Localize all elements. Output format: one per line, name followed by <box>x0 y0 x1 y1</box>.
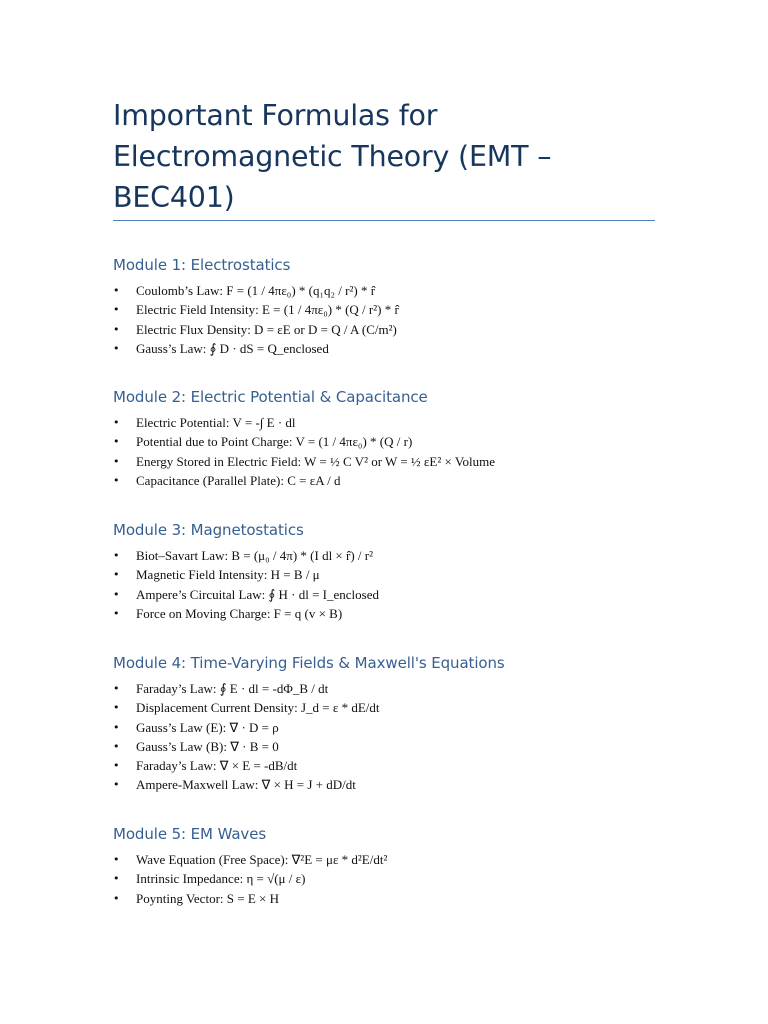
formula-text: Capacitance (Parallel Plate): C = εA / d <box>136 472 341 488</box>
bullet-icon: • <box>113 322 120 336</box>
formula-item <box>113 413 713 432</box>
formula-item <box>113 585 713 604</box>
formula-item <box>113 281 713 300</box>
formula-item <box>113 718 713 737</box>
module-4-formula-list <box>113 679 713 795</box>
module-2-heading: Module 2: Electric Potential & Capacitance <box>113 388 428 406</box>
formula-text: Potential due to Point Charge: V = (1 / 4πε₀) * (Q / r) <box>136 434 413 450</box>
bullet-icon: • <box>113 303 120 317</box>
formula-text: Energy Stored in Electric Field: W = ½ C V² or W = ½ εE² × Volume <box>136 453 496 469</box>
formula-text: Gauss’s Law (B): ∇ · B = 0 <box>136 738 279 754</box>
formula-item <box>113 300 713 319</box>
module-5-formula-list <box>113 850 713 908</box>
formula-text: Faraday’s Law: ∮ E · dl = -dΦ_B / dt <box>136 681 329 696</box>
formula-text: Electric Field Intensity: E = (1 / 4πε₀) * (Q / r²) * r̂ <box>136 302 399 318</box>
module-1-formula-list <box>113 281 713 358</box>
formula-text: Gauss’s Law (E): ∇ · D = ρ <box>136 719 279 735</box>
formula-text: Intrinsic Impedance: η = √(μ / ε) <box>136 871 306 887</box>
formula-item <box>113 775 713 794</box>
formula-text: Electric Potential: V = -∫ E · dl <box>136 415 296 430</box>
module-4-section <box>113 653 713 795</box>
formula-text: Electric Flux Density: D = εE or D = Q / A (C/m²) <box>136 321 397 337</box>
formula-item <box>113 565 713 584</box>
module-3-formula-list <box>113 546 713 623</box>
bullet-icon: • <box>113 341 120 355</box>
bullet-icon: • <box>113 473 120 487</box>
bullet-icon: • <box>113 587 120 601</box>
bullet-icon: • <box>113 853 120 866</box>
module-3-section <box>113 520 713 623</box>
bullet-icon: • <box>113 872 120 886</box>
formula-item <box>113 869 713 888</box>
formula-text: Displacement Current Density: J_d = ε * dE/dt <box>136 700 380 716</box>
module-4-heading: Module 4: Time-Varying Fields & Maxwell's Equations <box>113 654 505 672</box>
formula-item <box>113 679 713 698</box>
formula-item <box>113 452 713 471</box>
formula-text: Poynting Vector: S = E × H <box>136 890 279 906</box>
formula-item <box>113 889 713 908</box>
module-2-section <box>113 387 713 490</box>
formula-text: Biot–Savart Law: B = (μ₀ / 4π) * (I dl × r̂) / r² <box>136 548 374 563</box>
module-5-heading: Module 5: EM Waves <box>113 825 267 843</box>
formula-text: Ampere-Maxwell Law: ∇ × H = J + dD/dt <box>136 777 356 793</box>
bullet-icon: • <box>113 891 120 905</box>
formula-item <box>113 546 713 565</box>
bullet-icon: • <box>113 701 120 715</box>
bullet-icon: • <box>113 682 120 695</box>
formula-item <box>113 471 713 490</box>
formula-item <box>113 320 713 339</box>
formula-text: Force on Moving Charge: F = q (v × B) <box>136 605 343 621</box>
formula-text: Wave Equation (Free Space): ∇²E = με * d²E/dt² <box>136 852 388 867</box>
module-3-heading: Module 3: Magnetostatics <box>113 521 304 539</box>
formula-text: Coulomb’s Law: F = (1 / 4πε₀) * (q₁q₂ / r²) * r̂ <box>136 283 376 298</box>
module-1-section <box>113 255 713 358</box>
formula-item <box>113 756 713 775</box>
bullet-icon: • <box>113 720 120 734</box>
formula-item <box>113 339 713 358</box>
bullet-icon: • <box>113 435 120 449</box>
formula-item <box>113 737 713 756</box>
bullet-icon: • <box>113 606 120 620</box>
bullet-icon: • <box>113 549 120 562</box>
formula-item <box>113 604 713 623</box>
formula-text: Magnetic Field Intensity: H = B / μ <box>136 567 320 583</box>
formula-item <box>113 850 713 869</box>
bullet-icon: • <box>113 759 120 773</box>
module-2-formula-list <box>113 413 713 490</box>
formula-item <box>113 698 713 717</box>
title-divider <box>113 220 655 221</box>
bullet-icon: • <box>113 778 120 792</box>
bullet-icon: • <box>113 284 120 297</box>
formula-text: Faraday’s Law: ∇ × E = -dB/dt <box>136 758 298 774</box>
bullet-icon: • <box>113 739 120 753</box>
bullet-icon: • <box>113 416 120 429</box>
bullet-icon: • <box>113 568 120 582</box>
formula-text: Ampere’s Circuital Law: ∮ H · dl = I_enclosed <box>136 586 379 602</box>
formula-text: Gauss’s Law: ∮ D · dS = Q_enclosed <box>136 340 329 356</box>
module-5-section <box>113 824 713 908</box>
page-title: Important Formulas for Electromagnetic Theory (EMT – BEC401) <box>113 99 552 214</box>
formula-item <box>113 432 713 451</box>
module-1-heading: Module 1: Electrostatics <box>113 256 291 274</box>
bullet-icon: • <box>113 454 120 468</box>
